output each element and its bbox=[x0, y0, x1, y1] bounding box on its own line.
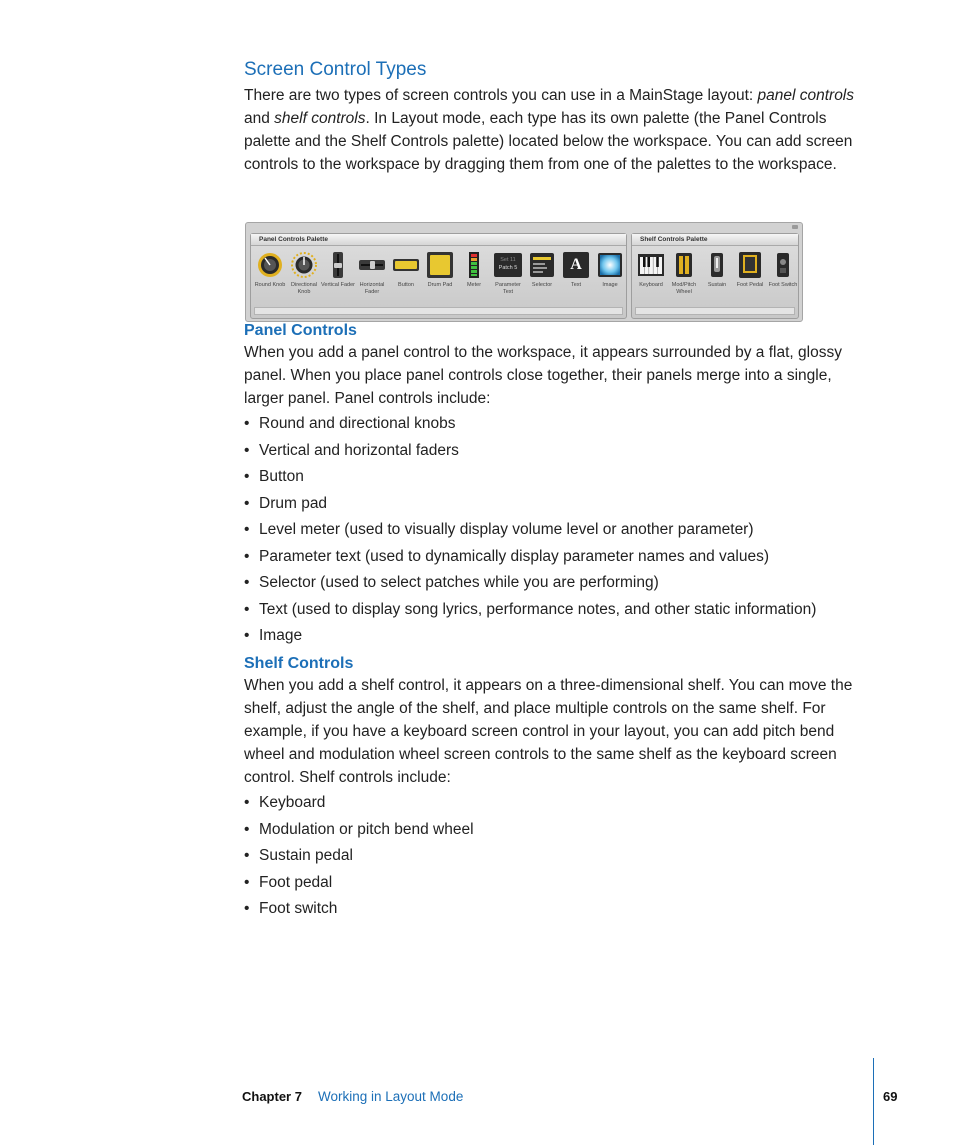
footer-divider bbox=[873, 1058, 874, 1145]
list-item: • Keyboard bbox=[244, 793, 874, 813]
palette-item-foot-switch[interactable] bbox=[766, 248, 800, 289]
list-item: • Parameter text (used to dynamically display parameter names and values) bbox=[244, 547, 874, 567]
parameter-text-icon bbox=[494, 253, 522, 277]
drum-pad-icon bbox=[426, 251, 454, 279]
text-icon bbox=[563, 252, 589, 278]
list-item: • Image bbox=[244, 626, 874, 646]
foot-switch-icon bbox=[776, 252, 790, 278]
page-number: 69 bbox=[883, 1089, 898, 1104]
list-item: • Round and directional knobs bbox=[244, 414, 874, 434]
intro-text-3: . In Layout mode, each type has its own palette (the Panel Controls palette and the Shelf Controls palette) located below the workspace. You can add screen controls to the workspace by dragging them from one of the palettes to the workspace. bbox=[244, 110, 853, 173]
directional-knob-icon bbox=[291, 252, 317, 278]
control-label: Vertical Fader bbox=[321, 282, 355, 288]
control-label: Text bbox=[570, 282, 582, 288]
list-item: • Drum pad bbox=[244, 494, 874, 514]
palette-item-parameter-text[interactable] bbox=[491, 248, 525, 296]
palette-item-sustain[interactable] bbox=[700, 248, 734, 289]
palette-item-foot-pedal[interactable] bbox=[733, 248, 767, 289]
shelf-palette-scrollbar[interactable] bbox=[635, 307, 795, 315]
palettes-figure bbox=[245, 222, 803, 322]
shelf-controls-palette bbox=[631, 233, 799, 319]
control-label: Foot Switch bbox=[768, 282, 798, 288]
palette-item-button[interactable] bbox=[389, 248, 423, 289]
palette-item-horizontal-fader[interactable] bbox=[355, 248, 389, 296]
palette-item-drum-pad[interactable] bbox=[423, 248, 457, 289]
panel-palette-scrollbar[interactable] bbox=[254, 307, 623, 315]
control-label: Sustain bbox=[707, 282, 727, 288]
list-item: • Modulation or pitch bend wheel bbox=[244, 820, 874, 840]
control-label: Horizontal Fader bbox=[359, 282, 385, 295]
intro-text-1: There are two types of screen controls you can use in a MainStage layout: bbox=[244, 87, 758, 104]
control-label: Mod/Pitch Wheel bbox=[671, 282, 697, 295]
image-icon bbox=[597, 252, 623, 278]
palette-item-round-knob[interactable] bbox=[253, 248, 287, 289]
mod-pitch-wheel-icon bbox=[675, 252, 693, 278]
button-icon bbox=[392, 258, 420, 272]
selector-icon bbox=[529, 252, 555, 278]
panel-controls-heading: Panel Controls bbox=[244, 322, 357, 339]
list-item: • Foot switch bbox=[244, 899, 874, 919]
shelf-palette-title: Shelf Controls Palette bbox=[632, 234, 798, 246]
intro-paragraph bbox=[244, 84, 874, 176]
sustain-pedal-icon bbox=[710, 252, 724, 278]
control-label: Keyboard bbox=[639, 282, 663, 288]
shelf-controls-list bbox=[244, 793, 874, 919]
control-label: Foot Pedal bbox=[736, 282, 764, 288]
shelf-controls-paragraph: When you add a shelf control, it appears on a three-dimensional shelf. You can move the shelf, adjust the angle of the shelf, and place multiple controls on the same shelf. For example, if you have a keyboard screen control in your layout, you can add pitch bend wheel and modulation wheel screen controls to the same shelf as the keyboard screen control. Shelf controls include: bbox=[244, 677, 853, 786]
control-label: Meter bbox=[466, 282, 482, 288]
intro-term-shelf-controls: shelf controls bbox=[274, 110, 366, 127]
footer-chapter-label: Chapter 7 bbox=[242, 1089, 302, 1104]
control-label: Drum Pad bbox=[427, 282, 453, 288]
control-label: Image bbox=[602, 282, 618, 288]
list-item: • Selector (used to select patches while you are performing) bbox=[244, 573, 874, 593]
list-item: • Sustain pedal bbox=[244, 846, 874, 866]
control-label: Round Knob bbox=[254, 282, 286, 288]
panel-palette-title: Panel Controls Palette bbox=[251, 234, 626, 246]
palette-item-meter[interactable] bbox=[457, 248, 491, 289]
section-title: Screen Control Types bbox=[244, 59, 427, 80]
control-label: Parameter Text bbox=[495, 282, 521, 295]
panel-controls-paragraph: When you add a panel control to the workspace, it appears surrounded by a flat, glossy panel. When you place panel controls close together, their panels merge into a single, larger panel. Panel controls include: bbox=[244, 344, 842, 407]
shelf-controls-heading: Shelf Controls bbox=[244, 655, 354, 672]
control-label: Directional Knob bbox=[291, 282, 317, 295]
keyboard-icon bbox=[637, 253, 665, 277]
vertical-fader-icon bbox=[331, 251, 345, 279]
list-item: • Level meter (used to visually display volume level or another parameter) bbox=[244, 520, 874, 540]
palette-item-directional-knob[interactable] bbox=[287, 248, 321, 296]
list-item: • Button bbox=[244, 467, 874, 487]
panel-controls-list bbox=[244, 414, 874, 646]
foot-pedal-icon bbox=[738, 251, 762, 279]
horizontal-fader-icon bbox=[358, 259, 386, 271]
panel-controls-palette bbox=[250, 233, 627, 319]
page-content bbox=[244, 58, 874, 926]
palette-item-selector[interactable] bbox=[525, 248, 559, 289]
palette-item-image[interactable] bbox=[593, 248, 627, 289]
footer-chapter-title: Working in Layout Mode bbox=[318, 1089, 464, 1104]
intro-text-2: and bbox=[244, 110, 275, 127]
parameter-display-line2: Patch 5 bbox=[498, 265, 518, 271]
palette-item-text[interactable] bbox=[559, 248, 593, 289]
control-label: Button bbox=[398, 282, 414, 288]
intro-term-panel-controls: panel controls bbox=[757, 87, 855, 104]
list-item: • Vertical and horizontal faders bbox=[244, 441, 874, 461]
palette-item-keyboard[interactable] bbox=[634, 248, 668, 289]
list-item: • Foot pedal bbox=[244, 873, 874, 893]
meter-icon bbox=[468, 251, 480, 279]
text-glyph: A bbox=[570, 256, 582, 273]
list-item: • Text (used to display song lyrics, performance notes, and other static information) bbox=[244, 600, 874, 620]
control-label: Selector bbox=[531, 282, 553, 288]
resize-grip-icon bbox=[792, 225, 798, 229]
palette-item-mod-pitch-wheel[interactable] bbox=[667, 248, 701, 296]
palette-item-vertical-fader[interactable] bbox=[321, 248, 355, 289]
parameter-display-line1: Set 11 bbox=[500, 257, 516, 263]
round-knob-icon bbox=[257, 252, 283, 278]
